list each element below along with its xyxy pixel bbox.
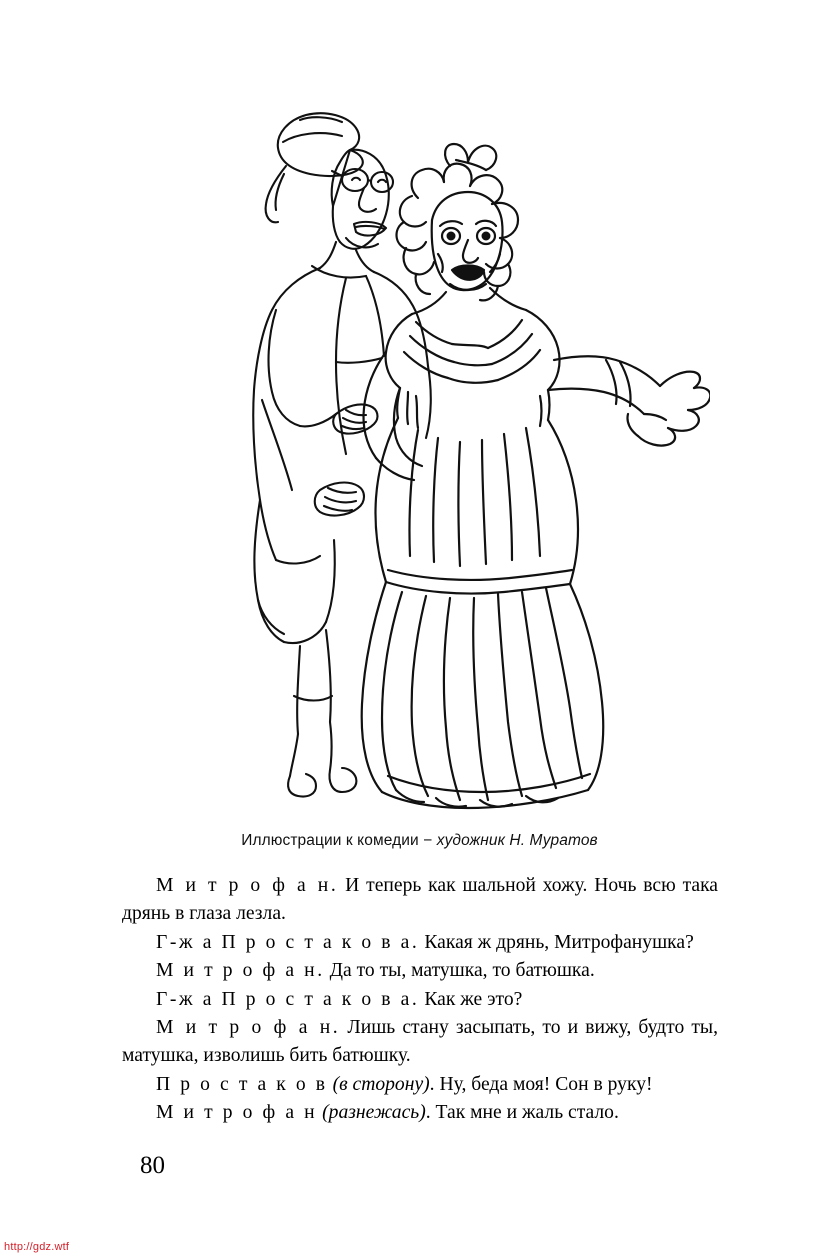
watermark-url: http://gdz.wtf <box>4 1241 70 1253</box>
dialogue-text <box>122 872 718 1128</box>
page-number: 80 <box>140 1152 165 1179</box>
speaker-line: Лишь стану засыпать, то и вижу, будто ты, матушка, изволишь бить батюшку. <box>122 1017 718 1067</box>
speaker-name: М и т р о ф а н. <box>156 960 325 982</box>
dialogue-line <box>122 1071 718 1099</box>
dialogue-line <box>122 986 718 1014</box>
speaker-line: Как же это? <box>419 988 523 1010</box>
illustration-caption <box>0 832 839 850</box>
dialogue-line <box>122 957 718 985</box>
stage-direction: (разнежась) <box>322 1102 426 1124</box>
figure-prostakova <box>362 144 710 808</box>
speaker-name: Г-ж а П р о с т а к о в а. <box>156 988 420 1010</box>
speaker-name: П р о с т а к о в <box>156 1073 328 1095</box>
speaker-name: М и т р о ф а н <box>156 1102 318 1124</box>
caption-prefix: Иллюстрации к комедии − <box>241 832 433 849</box>
speaker-name: М и т р о ф а н. <box>156 875 339 896</box>
caption-artist: художник Н. Муратов <box>436 832 598 849</box>
speaker-line: . Ну, беда моя! Сон в руку! <box>429 1073 653 1095</box>
dialogue-line <box>122 872 718 929</box>
hand-right <box>315 483 364 516</box>
dialogue-line <box>122 929 718 957</box>
speaker-line: Да то ты, матушка, то батюшка. <box>324 960 595 982</box>
stage-direction: (в сторону) <box>332 1073 430 1095</box>
illustration-figure <box>150 70 710 810</box>
hand-open-right <box>627 372 710 446</box>
speaker-name: Г-ж а П р о с т а к о в а. <box>156 931 420 953</box>
dialogue-line <box>122 1099 718 1127</box>
speaker-line: И теперь как шальной хожу. Ночь всю така дрянь в глаза лезла. <box>122 875 718 925</box>
speaker-line: Какая ж дрянь, Митрофанушка? <box>419 931 694 953</box>
speaker-line: . Так мне и жаль стало. <box>425 1102 619 1124</box>
speaker-name: М и т р о ф а н. <box>156 1017 341 1039</box>
dialogue-line <box>122 1014 718 1071</box>
